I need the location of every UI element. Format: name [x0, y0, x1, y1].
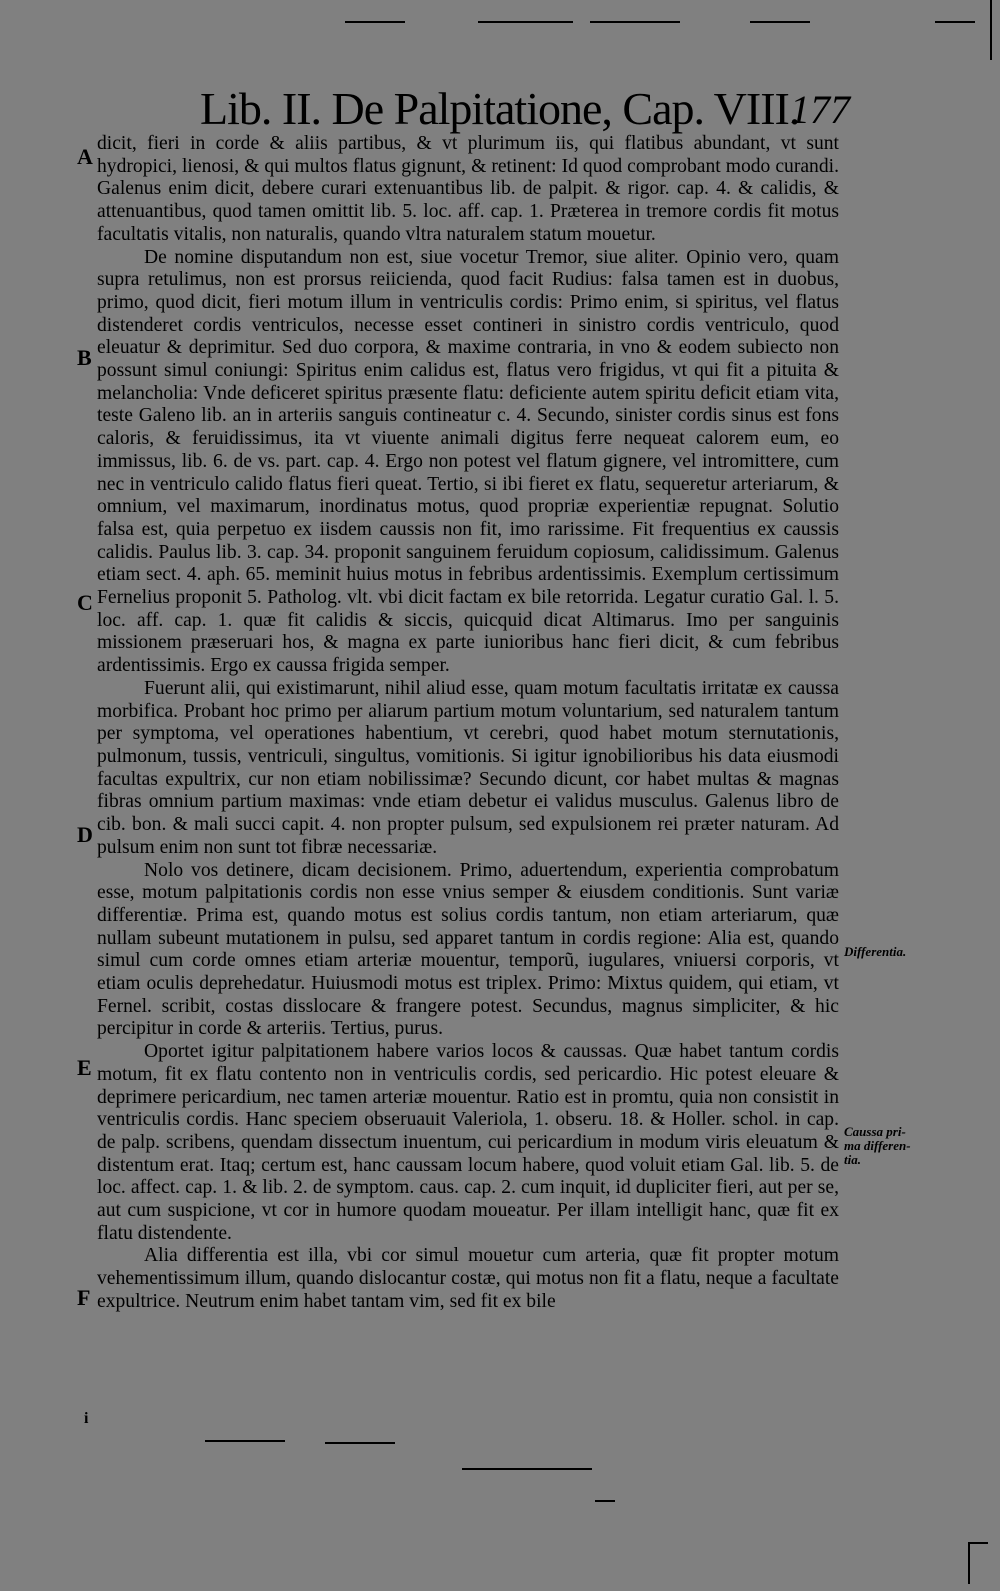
bottom-rule [325, 1442, 395, 1444]
margin-marker-f: F [77, 1285, 91, 1310]
page-title: Lib. II. De Palpitatione, Cap. VIII. [200, 83, 800, 134]
paragraph-3: Fuerunt alii, qui existimarunt, nihil aliud esse, quam motum facultatis irritatæ ex caussa morbifica. Probant hoc primo per aliarum partium motum voluntarium, sed naturalem tantum per symptoma, vel operationes habentium, vt cerebri, quod habet motum sternutationis, pulmonum, tussis, ventriculi, singultus, vomitionis. Si igitur ignobilioribus his data eiusmodi facultas expultrix, cur non etiam nobilissimæ? Secundo dicunt, cor habet multas & magnas fibras omnium partium maximas: vnde etiam debetur ei validus musculus. Galenus libro de cib. bon. & mali succi capit. 4. non propter pulsum, sed expulsionem rei præter naturam. Ad pulsum enim non sunt tot fibræ necessariæ. [97, 677, 839, 858]
paragraph-6: Alia differentia est illa, vbi cor simul mouetur cum arteria, quæ fit propter motum vehementissimum illum, quando dislocantur costæ, qui motus non fit a flatu, neque a facultate expultrice. Neutrum enim habet tantam vim, sed fit ex bile [97, 1245, 839, 1312]
margin-marker-c: C [77, 590, 93, 615]
bottom-rule [462, 1468, 592, 1470]
top-rule [0, 16, 1000, 28]
margin-note-differentia: Differentia. [844, 944, 907, 959]
body-text [97, 133, 839, 1314]
paragraph-1: dicit, fieri in corde & aliis partibus, & vt plurimum iis, qui flatibus abundant, vt sunt hydropici, lienosi, & qui multos flatus gignunt, & retinent: Id quod comprobant modo curandi. Galenus enim dicit, debere curari extenuantibus lib. de palpit. & rigor. cap. 4. & calidis, & attenuantibus, quod tamen omittit lib. 5. loc. aff. cap. 1. Præterea in tremore cordis fit motus facultatis vitalis, non naturalis, quando vltra naturalem statum mouetur. [97, 133, 839, 245]
margin-marker-a: A [77, 144, 93, 169]
margin-marker-i: i [84, 1410, 89, 1427]
paragraph-2: De nomine disputandum non est, siue vocetur Tremor, siue aliter. Opinio vero, quam supra retulimus, non est prorsus reiicienda, quod facit Rudius: falsa tamen est in duobus, primo, quod dicit, fieri motum illum in ventriculis cordis: Primo enim, si spiritus, vel flatus distenderet cordis ventriculos, necesse esset contineri in sinistro cordis ventriculo, quod eleuatur & deprimitur. Sed duo corpora, & maxime contraria, in vno & eodem subiecto non possunt simul coniungi: Spiritus enim calidus est, flatus vero frigidus, vt qui fit a pituita & melancholia: Vnde deficeret spiritus præsente flatu: deficiente autem spiritu deficit etiam vita, teste Galeno lib. an in arteriis sanguis contineatur c. 4. Secundo, sinister cordis sinus est fons caloris, & feruidissimus, ita vt viuente animali digitus ferre nequeat calorem eum, eo immissus, lib. 6. de vs. part. cap. 4. Ergo non potest vel flatum gignere, vel intromittere, cum nec in ventriculo calido flatus fieri queat. Tertio, si ibi fieret ex flatu, sequeretur arteriarum, & omnium, vel maximarum, inordinatus motus, quod propriæ experientiæ repugnat. Solutio falsa est, quia perpetuo ex iisdem caussis non fit, imo rarissime. Fit frequentius ex caussis calidis. Paulus lib. 3. cap. 34. proponit sanguinem feruidum copiosum, calidissimum. Galenus etiam sect. 4. aph. 65. meminit huius motus in febribus ardentissimis. Exemplum certissimum Fernelius proponit 5. Patholog. vlt. vbi dicit factam ex bile retorrida. Legatur curatio Gal. l. 5. loc. aff. cap. 1. quæ fit calidis & siccis, quicquid dicat Altimarus. Imo per sanguinis missionem præseruari hos, & magna ex parte iunioribus hanc fieri dicit, & cum febribus ardentissimis. Ergo ex caussa frigida semper. [97, 246, 839, 677]
paragraph-5: Oportet igitur palpitationem habere varios locos & caussas. Quæ habet tantum cordis motum, fit ex flatu contento non in ventriculis cordis, sed pericardio. Hic potest eleuare & deprimere pericardium, nec tamen arteriæ mouentur. Ratio est in promtu, quia non consistit in ventriculis cordis. Hanc speciem obseruauit Valeriola, 1. obseru. 18. & Holler. schol. in cap. de palp. scribens, quendam dissectum inuentum, cui pericardium in modum viris eleuatum & distentum erat. Itaq; certum est, hanc caussam locum habere, quod voluit etiam Gal. lib. 5. de loc. affect. cap. 1. & lib. 2. de symptom. caus. cap. 2. cum inquit, id dupliciter fieri, aut per se, aut cum suspicione, vt cor in humore quodam moueatur. Per illam intelligit hanc, quæ fit ex flatu distendente. [97, 1041, 839, 1244]
bottom-rule [205, 1440, 285, 1442]
margin-marker-b: B [77, 345, 92, 370]
page-edge-line [990, 0, 1000, 60]
paragraph-4: Nolo vos detinere, dicam decisionem. Primo, aduertendum, experientia comprobatum esse, motum palpitationis cordis non esse vnius semper & eiusdem conditionis. Sunt variæ differentiæ. Prima est, quando motus est solius cordis tantum, non etiam arteriarum, quæ nullam subeunt mutationem in pulsu, sed apparet tantum in cordis regione: Alia est, quando simul cum corde omnes etiam arteriæ mouentur, temporũ, iugulares, vniuersi corporis, vt etiam oculis deprehedatur. Huiusmodi motus est triplex. Primo: Mixtus quidem, qui etiam, vt Fernel. scribit, costas disslocare & frangere potest. Secundus, magnus simpliciter, & hic percipitur in corde & arteriis. Tertius, purus. [97, 859, 839, 1040]
margin-note-caussa: Caussa pri-ma differen-tia. [844, 1124, 911, 1167]
margin-marker-e: E [77, 1055, 92, 1080]
margin-marker-d: D [77, 822, 93, 847]
page-number: 177 [790, 87, 850, 132]
crop-mark [968, 1542, 988, 1584]
bottom-rule [595, 1500, 615, 1502]
